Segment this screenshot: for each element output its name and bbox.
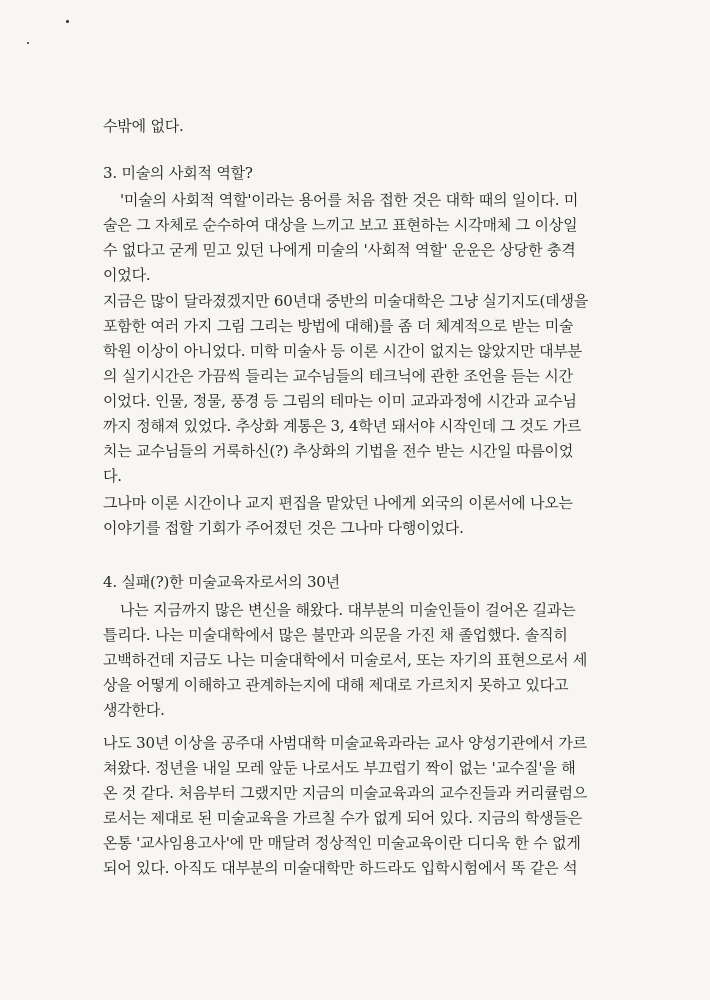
scan-speck	[27, 42, 29, 44]
text-line: 상을 어떻게 이해하고 관계하는지에 대해 제대로 가르치지 못하고 있다고	[103, 676, 569, 694]
text-line: 수밖에 없다.	[103, 117, 184, 135]
text-line: 이었다. 인물, 정물, 풍경 등 그림의 테마는 이미 교과과정에 시간과 교수님	[103, 392, 577, 410]
text-line: 고백하건데 지금도 나는 미술대학에서 미술로서, 또는 자기의 표현으로서 세	[103, 651, 588, 669]
text-line: 온통 '교사임용고사'에 만 매달려 정상적인 미술교육이란 디디욱 한 수 없게	[103, 834, 581, 852]
text-line: 이었다.	[103, 266, 151, 284]
text-line: 온 것 같다. 처음부터 그랬지만 지금의 미술교육과의 교수진들과 커리큘럼으	[103, 784, 588, 802]
section-3-heading: 3. 미술의 사회적 역할?	[103, 164, 253, 182]
text-line: 나도 30년 이상을 공주대 사범대학 미술교육과라는 교사 양성기관에서 가르	[103, 734, 587, 752]
text-line: 나는 지금까지 많은 변신을 해왔다. 대부분의 미술인들이 걸어온 길과는	[120, 601, 576, 619]
section-4-heading: 4. 실패(?)한 미술교육자로서의 30년	[103, 573, 340, 591]
section-3-paragraph-3	[103, 491, 611, 541]
intro-fragment-block	[103, 114, 611, 139]
text-line: 포함한 여러 가지 그림 그리는 방법에 대해)를 좀 더 체계적으로 받는 미술	[103, 317, 574, 335]
text-line: 의 실기시간은 가끔씩 들리는 교수님들의 테크닉에 관한 조언을 듣는 시간	[103, 367, 573, 385]
section-4-paragraph-2	[103, 731, 611, 881]
section-3-paragraph-1	[103, 188, 611, 288]
text-line: '미술의 사회적 역할'이라는 용어를 처음 접한 것은 대학 때의 일이다. 미	[120, 191, 579, 209]
text-line: 되어 있다. 아직도 대부분의 미술대학만 하드라도 입학시험에서 똑 같은 석	[103, 859, 578, 877]
text-line: 치는 교수님들의 거룩하신(?) 추상화의 기법을 전수 받는 시간일 따름이었	[103, 442, 574, 460]
text-line: 지금은 많이 달라졌겠지만 60년대 중반의 미술대학은 그냥 실기지도(데생을	[103, 292, 589, 310]
section-4-paragraph-1	[103, 598, 611, 723]
text-line: 술은 그 자체로 순수하여 대상을 느끼고 보고 표현하는 시각매체 그 이상일	[103, 216, 578, 234]
text-line: 로서는 제대로 된 미술교육을 가르칠 수가 없게 되어 있다. 지금의 학생들은	[103, 809, 582, 827]
scan-speck	[66, 20, 69, 23]
text-line: 다.	[103, 467, 122, 485]
text-line: 수 없다고 굳게 믿고 있던 나에게 미술의 '사회적 역할' 운운은 상당한 충격	[103, 241, 576, 259]
text-line: 틀리다. 나는 미술대학에서 많은 불만과 의문을 가진 채 졸업했다. 솔직히	[103, 626, 568, 644]
text-line: 생각한다.	[103, 701, 165, 719]
text-line: 그나마 이론 시간이나 교지 편집을 맡았던 나에게 외국의 이론서에 나오는	[103, 494, 573, 512]
text-line: 이야기를 접할 기회가 주어졌던 것은 그나마 다행이었다.	[103, 519, 464, 537]
text-line: 학원 이상이 아니었다. 미학 미술사 등 이론 시간이 없지는 않았지만 대부분	[103, 342, 582, 360]
text-line: 쳐왔다. 정년을 내일 모레 앞둔 나로서도 부끄럽기 짝이 없는 '교수질'을 해	[103, 759, 576, 777]
section-3-heading-block	[103, 161, 611, 186]
text-line: 까지 정해져 있었다. 추상화 계통은 3, 4학년 돼서야 시작인데 그 것도 가르	[103, 417, 582, 435]
section-4-heading-block	[103, 570, 611, 595]
section-3-paragraph-2	[103, 289, 611, 489]
